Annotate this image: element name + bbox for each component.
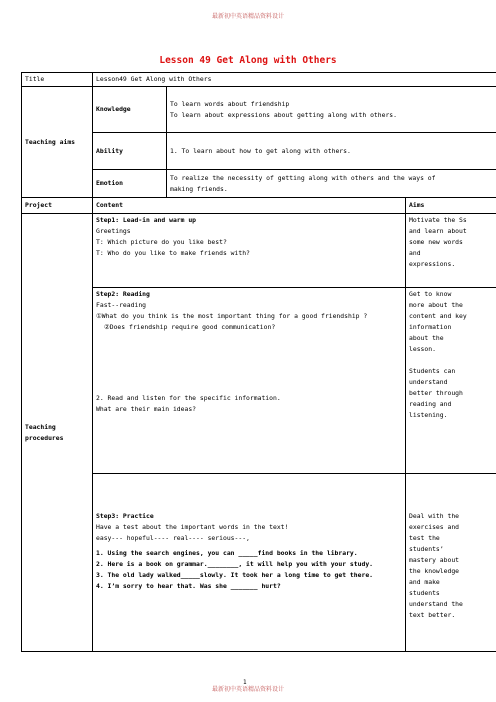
- content-header: Content: [93, 198, 406, 214]
- emotion-content: [167, 170, 496, 198]
- step3-heading: Step3: Practice: [96, 512, 154, 520]
- page-number: 1: [243, 679, 247, 686]
- knowledge-line: To learn about expressions about getting along with others.: [170, 110, 398, 119]
- step2-content: Step2: Reading Fast--reading ①What do you think is the most important thing for a good friendship ? ②Does friendship require good communication? 2. Read and listen for the specific information. What are their main ideas?: [93, 288, 406, 474]
- teaching-aims-label: Teaching aims: [22, 87, 93, 198]
- lesson-plan-table: [21, 72, 496, 652]
- title-label: Title: [22, 73, 93, 87]
- step2-heading: Step2: Reading: [96, 290, 150, 298]
- practice-item: 1. Using the search engines, you can _____find books in the library.: [96, 549, 358, 557]
- page-title: Lesson 49 Get Along with Others: [159, 55, 337, 66]
- step3-aims: Deal with the exercises and test the students’ mastery about the knowledge and make students understand the text better.: [406, 474, 496, 652]
- knowledge-content: [167, 87, 496, 133]
- knowledge-label: Knowledge: [93, 87, 167, 133]
- emotion-line: To realize the necessity of getting along with others and the ways of: [170, 173, 436, 182]
- ability-label: Ability: [93, 133, 167, 170]
- project-header: Project: [22, 198, 93, 214]
- knowledge-line: To learn words about friendship: [170, 99, 290, 108]
- emotion-label: Emotion: [93, 170, 167, 198]
- page-header: 最新初中英语精品资料设计: [211, 13, 284, 20]
- step1-content: Step1: Lead-in and warm up Greetings T: Which picture do you like best? T: Who do you like to make friends with?: [93, 214, 406, 288]
- step2-aims: Get to know more about the content and key information about the lesson. Students can understand better through reading and listening.: [406, 288, 496, 474]
- step1-aims: Motivate the Ss and learn about some new words and expressions.: [406, 214, 496, 288]
- practice-item: 4. I’m sorry to hear that. Was she _______ hurt?: [96, 582, 281, 590]
- practice-item: 3. The old lady walked_____slowly. It took her a long time to get there.: [96, 571, 374, 579]
- practice-item: 2. Here is a book on grammar.________, it will help you with your study.: [96, 560, 374, 568]
- aims-header: Aims: [406, 198, 496, 214]
- step1-heading: Step1: Lead-in and warm up: [96, 216, 197, 224]
- emotion-line: making friends.: [170, 184, 228, 193]
- page-footer: 最新初中英语精品资料设计: [211, 686, 284, 693]
- ability-content: 1. To learn about how to get along with others.: [167, 133, 496, 170]
- title-value: Lesson49 Get Along with Others: [93, 73, 496, 87]
- step3-content: Step3: Practice Have a test about the important words in the text! easy--- hopeful---- real---- serious---, 1. Using the search engines, you can _____find books in the library. 2. Here is a book on grammar.________, it will help you with your study. 3. The old lady walked_____slowly. It took her a long time to get there. 4. I’m sorry to hear that. Was she _______ hurt?: [93, 474, 406, 652]
- teaching-procedures-label: Teaching procedures: [22, 214, 93, 652]
